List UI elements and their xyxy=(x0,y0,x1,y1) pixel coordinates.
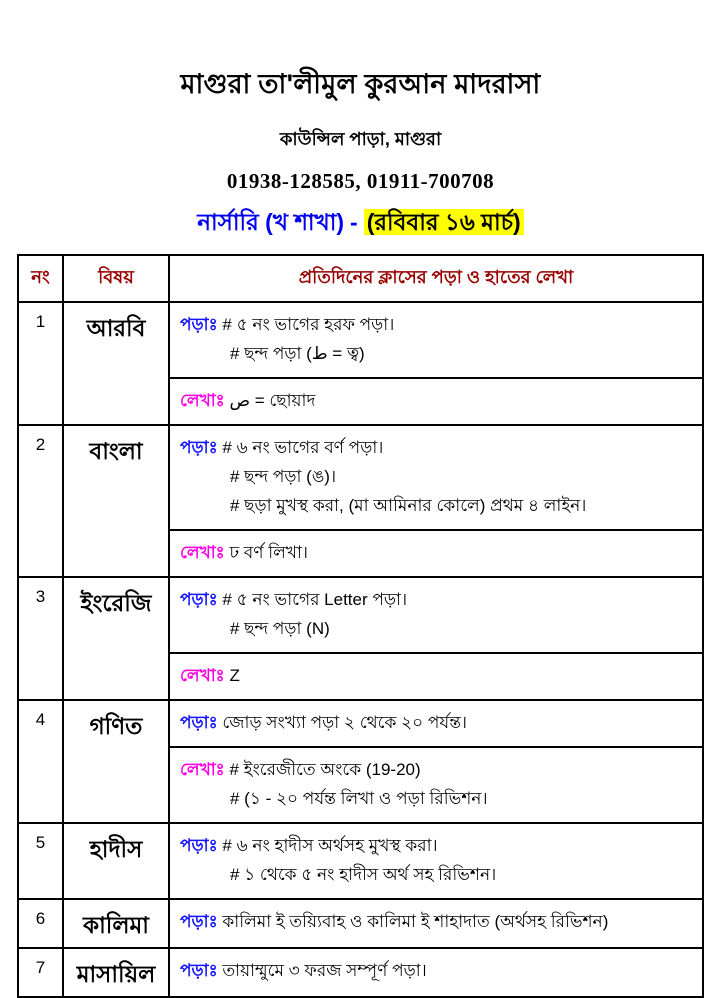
row-number: 4 xyxy=(18,700,63,823)
lesson-content-cell xyxy=(169,302,703,425)
lesson-line: # ছড়া মুখস্থ করা, (মা আমিনার কোলে) প্রথম ৪ লাইন। xyxy=(230,496,587,515)
lesson-table xyxy=(17,254,704,998)
pora-label: পড়াঃ xyxy=(180,438,218,457)
pora-section xyxy=(170,578,702,652)
separator-dash: - xyxy=(350,209,358,235)
subject-cell: আরবি xyxy=(63,302,169,425)
lesson-line xyxy=(180,585,692,614)
lesson-table-body xyxy=(18,302,703,997)
lesson-line xyxy=(180,538,692,567)
col-header-no: নং xyxy=(18,255,63,302)
pora-label: পড়াঃ xyxy=(180,315,218,334)
col-header-lessons: প্রতিদিনের ক্লাসের পড়া ও হাতের লেখা xyxy=(169,255,703,302)
row-number: 7 xyxy=(18,948,63,997)
lesson-content-cell xyxy=(169,700,703,823)
table-row xyxy=(18,425,703,577)
lekha-section xyxy=(170,529,702,576)
lesson-line: # (১ - ২০ পর্যন্ত লিখা ও পড়া রিভিশন। xyxy=(230,789,488,808)
row-number: 6 xyxy=(18,899,63,948)
lesson-text: # ৫ নং ভাগের হরফ পড়া। xyxy=(222,315,395,334)
lesson-content-cell xyxy=(169,425,703,577)
lesson-text: জোড় সংখ্যা পড়া ২ থেকে ২০ পর্যন্ত। xyxy=(222,713,468,732)
lesson-text: ঢ বর্ণ লিখা। xyxy=(229,543,308,562)
subject-cell: গণিত xyxy=(63,700,169,823)
lesson-line: # ছন্দ পড়া (N) xyxy=(230,619,330,638)
subject-cell: হাদীস xyxy=(63,823,169,899)
lekha-section xyxy=(170,377,702,424)
pora-section xyxy=(170,824,702,898)
pora-label: পড়াঃ xyxy=(180,836,218,855)
subject-cell: বাংলা xyxy=(63,425,169,577)
lesson-line xyxy=(180,907,692,936)
lesson-line: # ছন্দ পড়া (ঙ)। xyxy=(230,467,337,486)
lesson-text: # ৫ নং ভাগের Letter পড়া। xyxy=(222,590,408,609)
lekha-label: লেখাঃ xyxy=(180,760,225,779)
row-number: 1 xyxy=(18,302,63,425)
row-number: 5 xyxy=(18,823,63,899)
lesson-line xyxy=(180,755,692,784)
phone-numbers: 01938-128585, 01911-700708 xyxy=(226,169,495,193)
class-name: নার্সারি (খ শাখা) xyxy=(197,209,345,235)
table-header-row xyxy=(18,255,703,302)
subject-cell: ইংরেজি xyxy=(63,577,169,700)
lekha-section xyxy=(170,652,702,699)
lesson-line xyxy=(180,831,692,860)
lesson-content-cell xyxy=(169,948,703,997)
lesson-line xyxy=(180,661,692,690)
lekha-label: লেখাঃ xyxy=(180,391,225,410)
lesson-line xyxy=(180,386,692,415)
pora-section xyxy=(170,701,702,746)
table-row xyxy=(18,302,703,425)
lesson-line: # ছন্দ পড়া (ط = ত্ব) xyxy=(230,344,365,363)
class-date-line xyxy=(0,204,721,243)
lesson-content-cell xyxy=(169,823,703,899)
lesson-content-cell xyxy=(169,899,703,948)
lekha-label: লেখাঃ xyxy=(180,543,225,562)
pora-label: পড়াঃ xyxy=(180,961,218,980)
row-number: 2 xyxy=(18,425,63,577)
table-row xyxy=(18,948,703,997)
table-row xyxy=(18,700,703,823)
subject-cell: মাসায়িল xyxy=(63,948,169,997)
lesson-line xyxy=(180,956,692,985)
pora-label: পড়াঃ xyxy=(180,590,218,609)
pora-section xyxy=(170,900,702,945)
lesson-text: ص = ছোয়াদ xyxy=(229,391,316,410)
lesson-text: Z xyxy=(229,666,240,685)
pora-section xyxy=(170,303,702,377)
address-line: কাউন্সিল পাড়া, মাগুরা xyxy=(279,129,442,149)
lesson-text: # ইংরেজীতে অংকে (19-20) xyxy=(229,760,421,779)
lesson-line xyxy=(180,310,692,339)
lekha-label: লেখাঃ xyxy=(180,666,225,685)
date-highlight: (রবিবার ১৬ মার্চ) xyxy=(364,209,524,235)
pora-section xyxy=(170,426,702,529)
table-row xyxy=(18,823,703,899)
row-number: 3 xyxy=(18,577,63,700)
page-title: মাগুরা তা'লীমুল কুরআন মাদরাসা xyxy=(180,69,541,99)
lekha-section xyxy=(170,746,702,822)
lesson-text: # ৬ নং ভাগের বর্ণ পড়া। xyxy=(222,438,384,457)
col-header-subject: বিষয় xyxy=(63,255,169,302)
table-row xyxy=(18,899,703,948)
pora-section xyxy=(170,949,702,994)
pora-label: পড়াঃ xyxy=(180,912,218,931)
lesson-line xyxy=(180,433,692,462)
lesson-text: # ৬ নং হাদীস অর্থসহ মুখস্থ করা। xyxy=(222,836,438,855)
subject-cell: কালিমা xyxy=(63,899,169,948)
pora-label: পড়াঃ xyxy=(180,713,218,732)
lesson-text: তায়াম্মুমে ৩ ফরজ সম্পূর্ণ পড়া। xyxy=(222,961,427,980)
lesson-line: # ১ থেকে ৫ নং হাদীস অর্থ সহ রিভিশন। xyxy=(230,865,497,884)
lesson-text: কালিমা ই তয়্যিবাহ ও কালিমা ই শাহাদাত (অর্থসহ রিভিশন) xyxy=(222,912,609,931)
lesson-line xyxy=(180,708,692,737)
lesson-content-cell xyxy=(169,577,703,700)
table-row xyxy=(18,577,703,700)
